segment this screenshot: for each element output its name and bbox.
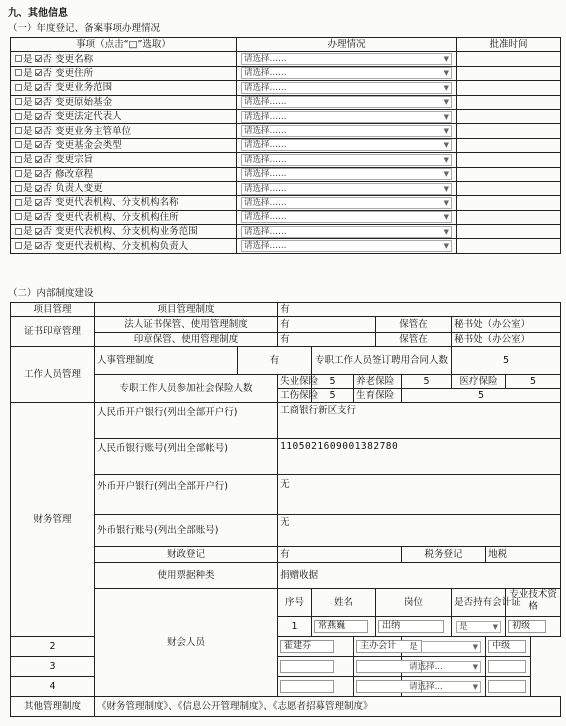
contract-count-label: 专职工作人员签订聘用合同人数 [312, 347, 452, 375]
no-label: 否 [42, 183, 53, 195]
acc-post-input[interactable]: 出纳 [378, 620, 444, 633]
yes-checkbox[interactable] [15, 156, 22, 163]
acc-cert-value: 是 [409, 641, 418, 652]
yes-checkbox[interactable] [15, 141, 22, 148]
yes-label: 是 [23, 111, 33, 123]
item-cell [11, 138, 237, 152]
item-label: 变更住所 [55, 67, 94, 79]
table-row [11, 124, 561, 138]
yes-checkbox[interactable] [15, 170, 22, 177]
maternity-label: 生育保险 [354, 389, 402, 403]
item-label: 变更名称 [55, 53, 94, 65]
item-cell [11, 66, 237, 80]
acc-cert-select[interactable] [406, 661, 481, 673]
status-cell [237, 210, 457, 224]
yes-label: 是 [23, 168, 33, 180]
fx-bank-label: 外币开户银行(列出全部开户行) [95, 475, 278, 515]
chevron-down-icon: ▼ [443, 155, 449, 164]
item-label: 变更基金会类型 [55, 139, 122, 151]
yes-checkbox[interactable] [15, 185, 22, 192]
table-row [11, 81, 561, 95]
chevron-down-icon: ▼ [443, 141, 449, 150]
yes-checkbox[interactable] [15, 55, 22, 62]
insurance-count-label: 专职工作人员参加社会保险人数 [95, 375, 278, 403]
no-label: 否 [42, 240, 53, 252]
approval-date-cell[interactable] [457, 167, 561, 181]
acc-col-post: 岗位 [376, 589, 452, 617]
seal-system-label: 印章保管、使用管理制度 [95, 333, 278, 347]
status-cell [237, 196, 457, 210]
acc-col-name: 姓名 [312, 589, 376, 617]
no-checkbox[interactable] [35, 228, 42, 235]
item-cell [11, 239, 237, 253]
table-row [11, 210, 561, 224]
col-header-date: 批准时间 [457, 38, 561, 52]
yes-checkbox[interactable] [15, 113, 22, 120]
no-checkbox[interactable] [35, 156, 42, 163]
no-label: 否 [42, 82, 53, 94]
item-label: 负责人变更 [55, 183, 103, 195]
yes-label: 是 [23, 139, 33, 151]
staff-mgmt-label: 工作人员管理 [11, 347, 95, 403]
status-select-value: 请选择…… [244, 82, 287, 93]
yes-label: 是 [23, 211, 33, 223]
acc-col-cert: 是否持有会计证 [452, 589, 506, 617]
tax-reg-value: 地税 [486, 547, 561, 563]
status-select-value: 请选择…… [244, 197, 287, 208]
yes-label: 是 [23, 125, 33, 137]
status-select[interactable] [241, 197, 452, 209]
seal-system-value: 有 [278, 333, 376, 347]
yes-checkbox[interactable] [15, 213, 22, 220]
fx-account-label: 外币银行账号(列出全部账号) [95, 515, 278, 547]
chevron-down-icon: ▼ [492, 622, 499, 631]
pension-label: 养老保险 [354, 375, 402, 389]
status-select-value: 请选择…… [244, 154, 287, 165]
status-select-value: 请选择…… [244, 226, 287, 237]
no-label: 否 [42, 211, 53, 223]
fx-account-value: 无 [278, 515, 561, 547]
item-label: 变更代表机构、分支机构业务范围 [55, 226, 198, 238]
approval-date-cell[interactable] [457, 124, 561, 138]
project-system-value: 有 [278, 303, 561, 317]
item-cell [11, 95, 237, 109]
chevron-down-icon: ▼ [472, 682, 479, 691]
no-label: 否 [42, 111, 53, 123]
chevron-down-icon: ▼ [443, 213, 449, 222]
status-select-value: 请选择…… [244, 169, 287, 180]
chevron-down-icon: ▼ [443, 55, 449, 64]
status-cell [237, 81, 457, 95]
fiscal-reg-label: 财政登记 [95, 547, 278, 563]
unemployment-value: 5 [312, 375, 354, 389]
rmb-account-value: 1105021609001382780 [278, 439, 561, 475]
table-row [11, 109, 561, 123]
status-cell [237, 124, 457, 138]
approval-date-cell[interactable] [457, 181, 561, 195]
other-mgmt-label: 其他管理制度 [11, 697, 95, 717]
yes-checkbox[interactable] [15, 69, 22, 76]
acc-col-tech: 专业技术资格 [506, 589, 561, 617]
acc-col-no: 序号 [278, 589, 312, 617]
accountants-label: 财会人员 [95, 589, 278, 697]
status-select-value: 请选择…… [244, 126, 287, 137]
item-label: 变更宗旨 [55, 154, 94, 166]
seal-keep-label: 保管在 [376, 333, 452, 347]
acc-tech-input[interactable]: 初级 [508, 620, 546, 633]
status-cell [237, 52, 457, 66]
invoice-type-value: 捐赠收据 [278, 563, 561, 589]
acc-name-input[interactable] [280, 660, 334, 673]
approval-date-cell[interactable] [457, 210, 561, 224]
status-select[interactable] [241, 168, 452, 180]
injury-label: 工伤保险 [278, 389, 312, 403]
fiscal-reg-value: 有 [278, 547, 402, 563]
yes-checkbox[interactable] [15, 127, 22, 134]
status-select-value: 请选择…… [244, 140, 287, 151]
no-checkbox[interactable] [35, 127, 42, 134]
no-label: 否 [42, 53, 53, 65]
subsection-title-internal: （二）内部制度建设 [8, 288, 94, 299]
status-select[interactable] [241, 111, 452, 123]
status-cell [237, 109, 457, 123]
registration-table [10, 37, 561, 254]
hr-system-value: 有 [238, 347, 312, 375]
status-cell [237, 239, 457, 253]
acc-cert-value: 是 [459, 621, 468, 632]
status-cell [237, 167, 457, 181]
status-select[interactable] [241, 82, 452, 94]
approval-date-cell[interactable] [457, 138, 561, 152]
no-checkbox[interactable] [35, 98, 42, 105]
no-label: 否 [42, 67, 53, 79]
cert-system-label: 法人证书保管、使用管理制度 [95, 317, 278, 333]
no-label: 否 [42, 154, 53, 166]
yes-checkbox[interactable] [15, 228, 22, 235]
chevron-down-icon: ▼ [472, 662, 479, 671]
fx-bank-value: 无 [278, 475, 561, 515]
status-select[interactable] [241, 226, 452, 238]
table-row [11, 95, 561, 109]
no-checkbox[interactable] [35, 242, 42, 249]
yes-label: 是 [23, 96, 33, 108]
acc-tech-input[interactable] [488, 660, 526, 673]
chevron-down-icon: ▼ [443, 112, 449, 121]
accountant-row [11, 677, 561, 697]
item-label: 变更原始基金 [55, 96, 113, 108]
acc-cert-select[interactable] [456, 621, 501, 633]
status-select-value: 请选择…… [244, 183, 287, 194]
item-label: 变更代表机构、分支机构名称 [55, 197, 179, 209]
status-cell [237, 181, 457, 195]
no-checkbox[interactable] [35, 170, 42, 177]
chevron-down-icon: ▼ [443, 198, 449, 207]
item-label: 变更业务主管单位 [55, 125, 132, 137]
other-mgmt-value: 《财务管理制度》、《信息公开管理制度》、《志愿者招募管理制度》 [95, 697, 561, 717]
approval-date-cell[interactable] [457, 95, 561, 109]
approval-date-cell[interactable] [457, 66, 561, 80]
yes-checkbox[interactable] [15, 98, 22, 105]
project-system-label: 项目管理制度 [95, 303, 278, 317]
acc-cert-select[interactable] [406, 641, 481, 653]
status-select-value: 请选择…… [244, 111, 287, 122]
item-cell [11, 196, 237, 210]
acc-cert-value: 请选择... [409, 661, 443, 672]
no-label: 否 [42, 197, 53, 209]
rmb-bank-label: 人民币开户银行(列出全部开户行) [95, 403, 278, 439]
no-label: 否 [42, 168, 53, 180]
no-checkbox[interactable] [35, 199, 42, 206]
acc-post-input[interactable]: 主办会计 [356, 640, 422, 653]
acc-name-input[interactable]: 常燕巍 [314, 620, 368, 633]
status-cell [237, 225, 457, 239]
acc-cert-value: 请选择... [409, 681, 443, 692]
approval-date-cell[interactable] [457, 109, 561, 123]
status-cell [237, 66, 457, 80]
status-select-value: 请选择…… [244, 241, 287, 252]
contract-count-value: 5 [452, 347, 561, 375]
yes-label: 是 [23, 226, 33, 238]
table-row [11, 181, 561, 195]
yes-label: 是 [23, 82, 33, 94]
item-cell [11, 167, 237, 181]
chevron-down-icon: ▼ [472, 642, 479, 651]
cert-system-value: 有 [278, 317, 376, 333]
acc-name-input[interactable] [280, 680, 334, 693]
chevron-down-icon: ▼ [443, 184, 449, 193]
item-cell [11, 52, 237, 66]
approval-date-cell[interactable] [457, 52, 561, 66]
status-select[interactable] [241, 211, 452, 223]
seal-keep-value: 秘书处（办公室） [452, 333, 561, 347]
table-row [11, 52, 561, 66]
yes-label: 是 [23, 240, 33, 252]
acc-no: 4 [11, 677, 95, 697]
approval-date-cell[interactable] [457, 196, 561, 210]
yes-checkbox[interactable] [15, 84, 22, 91]
chevron-down-icon: ▼ [443, 83, 449, 92]
cert-keep-value: 秘书处（办公室） [452, 317, 561, 333]
yes-label: 是 [23, 154, 33, 166]
chevron-down-icon: ▼ [443, 69, 449, 78]
item-cell [11, 210, 237, 224]
table-row [11, 239, 561, 253]
item-cell [11, 109, 237, 123]
accountant-row [11, 657, 561, 677]
yes-checkbox[interactable] [15, 242, 22, 249]
item-cell [11, 181, 237, 195]
table-row [11, 153, 561, 167]
status-select-value: 请选择…… [244, 54, 287, 65]
acc-no: 1 [278, 617, 312, 637]
project-mgmt-label: 项目管理 [11, 303, 95, 317]
pension-value: 5 [402, 375, 452, 389]
col-header-status: 办理情况 [237, 38, 457, 52]
status-select[interactable] [241, 53, 452, 65]
item-label: 变更代表机构、分支机构负责人 [55, 240, 189, 252]
item-cell [11, 81, 237, 95]
maternity-value: 5 [402, 389, 561, 403]
chevron-down-icon: ▼ [443, 227, 449, 236]
acc-tech-input[interactable] [488, 680, 526, 693]
table-row [11, 196, 561, 210]
status-select[interactable] [241, 183, 452, 195]
no-label: 否 [42, 96, 53, 108]
acc-no: 2 [11, 637, 95, 657]
rmb-account-label: 人民币银行账号(列出全部帐号) [95, 439, 278, 475]
status-select-value: 请选择…… [244, 212, 287, 223]
no-checkbox[interactable] [35, 185, 42, 192]
tax-reg-label: 税务登记 [402, 547, 486, 563]
table-row [11, 138, 561, 152]
item-label: 变更法定代表人 [55, 111, 122, 123]
invoice-type-label: 使用票据种类 [95, 563, 278, 589]
item-cell [11, 124, 237, 138]
finance-mgmt-label: 财务管理 [11, 403, 95, 637]
no-label: 否 [42, 226, 53, 238]
no-checkbox[interactable] [35, 113, 42, 120]
yes-label: 是 [23, 67, 33, 79]
no-label: 否 [42, 139, 53, 151]
status-cell [237, 138, 457, 152]
subsection-title-registration: （一）年度登记、备案事项办理情况 [8, 23, 161, 34]
no-checkbox[interactable] [35, 55, 42, 62]
chevron-down-icon: ▼ [443, 242, 449, 251]
acc-no: 3 [11, 657, 95, 677]
status-select[interactable] [241, 96, 452, 108]
item-label: 变更代表机构、分支机构住所 [55, 211, 179, 223]
yes-label: 是 [23, 197, 33, 209]
item-cell [11, 225, 237, 239]
table-row [11, 66, 561, 80]
table-header-row [11, 38, 561, 52]
no-label: 否 [42, 125, 53, 137]
status-select[interactable] [241, 154, 452, 166]
rmb-bank-value: 工商银行新区支行 [278, 403, 561, 439]
section-title: 九、其他信息 [8, 8, 68, 19]
item-label: 修改章程 [55, 168, 94, 180]
internal-system-table [10, 302, 561, 717]
injury-value: 5 [312, 389, 354, 403]
status-select[interactable] [241, 67, 452, 79]
table-row [11, 225, 561, 239]
status-cell [237, 95, 457, 109]
approval-date-cell[interactable] [457, 81, 561, 95]
status-select-value: 请选择…… [244, 68, 287, 79]
medical-label: 医疗保险 [452, 375, 506, 389]
yes-label: 是 [23, 53, 33, 65]
approval-date-cell[interactable] [457, 239, 561, 253]
item-label: 变更业务范围 [55, 82, 113, 94]
approval-date-cell[interactable] [457, 225, 561, 239]
yes-checkbox[interactable] [15, 199, 22, 206]
hr-system-label: 人事管理制度 [95, 347, 238, 375]
acc-name-input[interactable]: 霍建芬 [280, 640, 334, 653]
acc-tech-input[interactable]: 中级 [488, 640, 526, 653]
accountant-row [11, 637, 561, 657]
status-select[interactable] [241, 240, 452, 252]
cert-keep-label: 保管在 [376, 317, 452, 333]
table-row [11, 167, 561, 181]
item-cell [11, 153, 237, 167]
yes-label: 是 [23, 183, 33, 195]
approval-date-cell[interactable] [457, 153, 561, 167]
no-checkbox[interactable] [35, 213, 42, 220]
medical-value: 5 [506, 375, 561, 389]
status-select[interactable] [241, 125, 452, 137]
acc-cert-select[interactable] [406, 681, 481, 693]
unemployment-label: 失业保险 [278, 375, 312, 389]
no-checkbox[interactable] [35, 141, 42, 148]
no-checkbox[interactable] [35, 84, 42, 91]
chevron-down-icon: ▼ [443, 127, 449, 136]
no-checkbox[interactable] [35, 69, 42, 76]
status-select-value: 请选择…… [244, 97, 287, 108]
col-header-item: 事项（点击“□”选取） [11, 38, 237, 52]
status-cell [237, 153, 457, 167]
status-select[interactable] [241, 139, 452, 151]
cert-mgmt-label: 证书印章管理 [11, 317, 95, 347]
chevron-down-icon: ▼ [443, 98, 449, 107]
chevron-down-icon: ▼ [443, 170, 449, 179]
